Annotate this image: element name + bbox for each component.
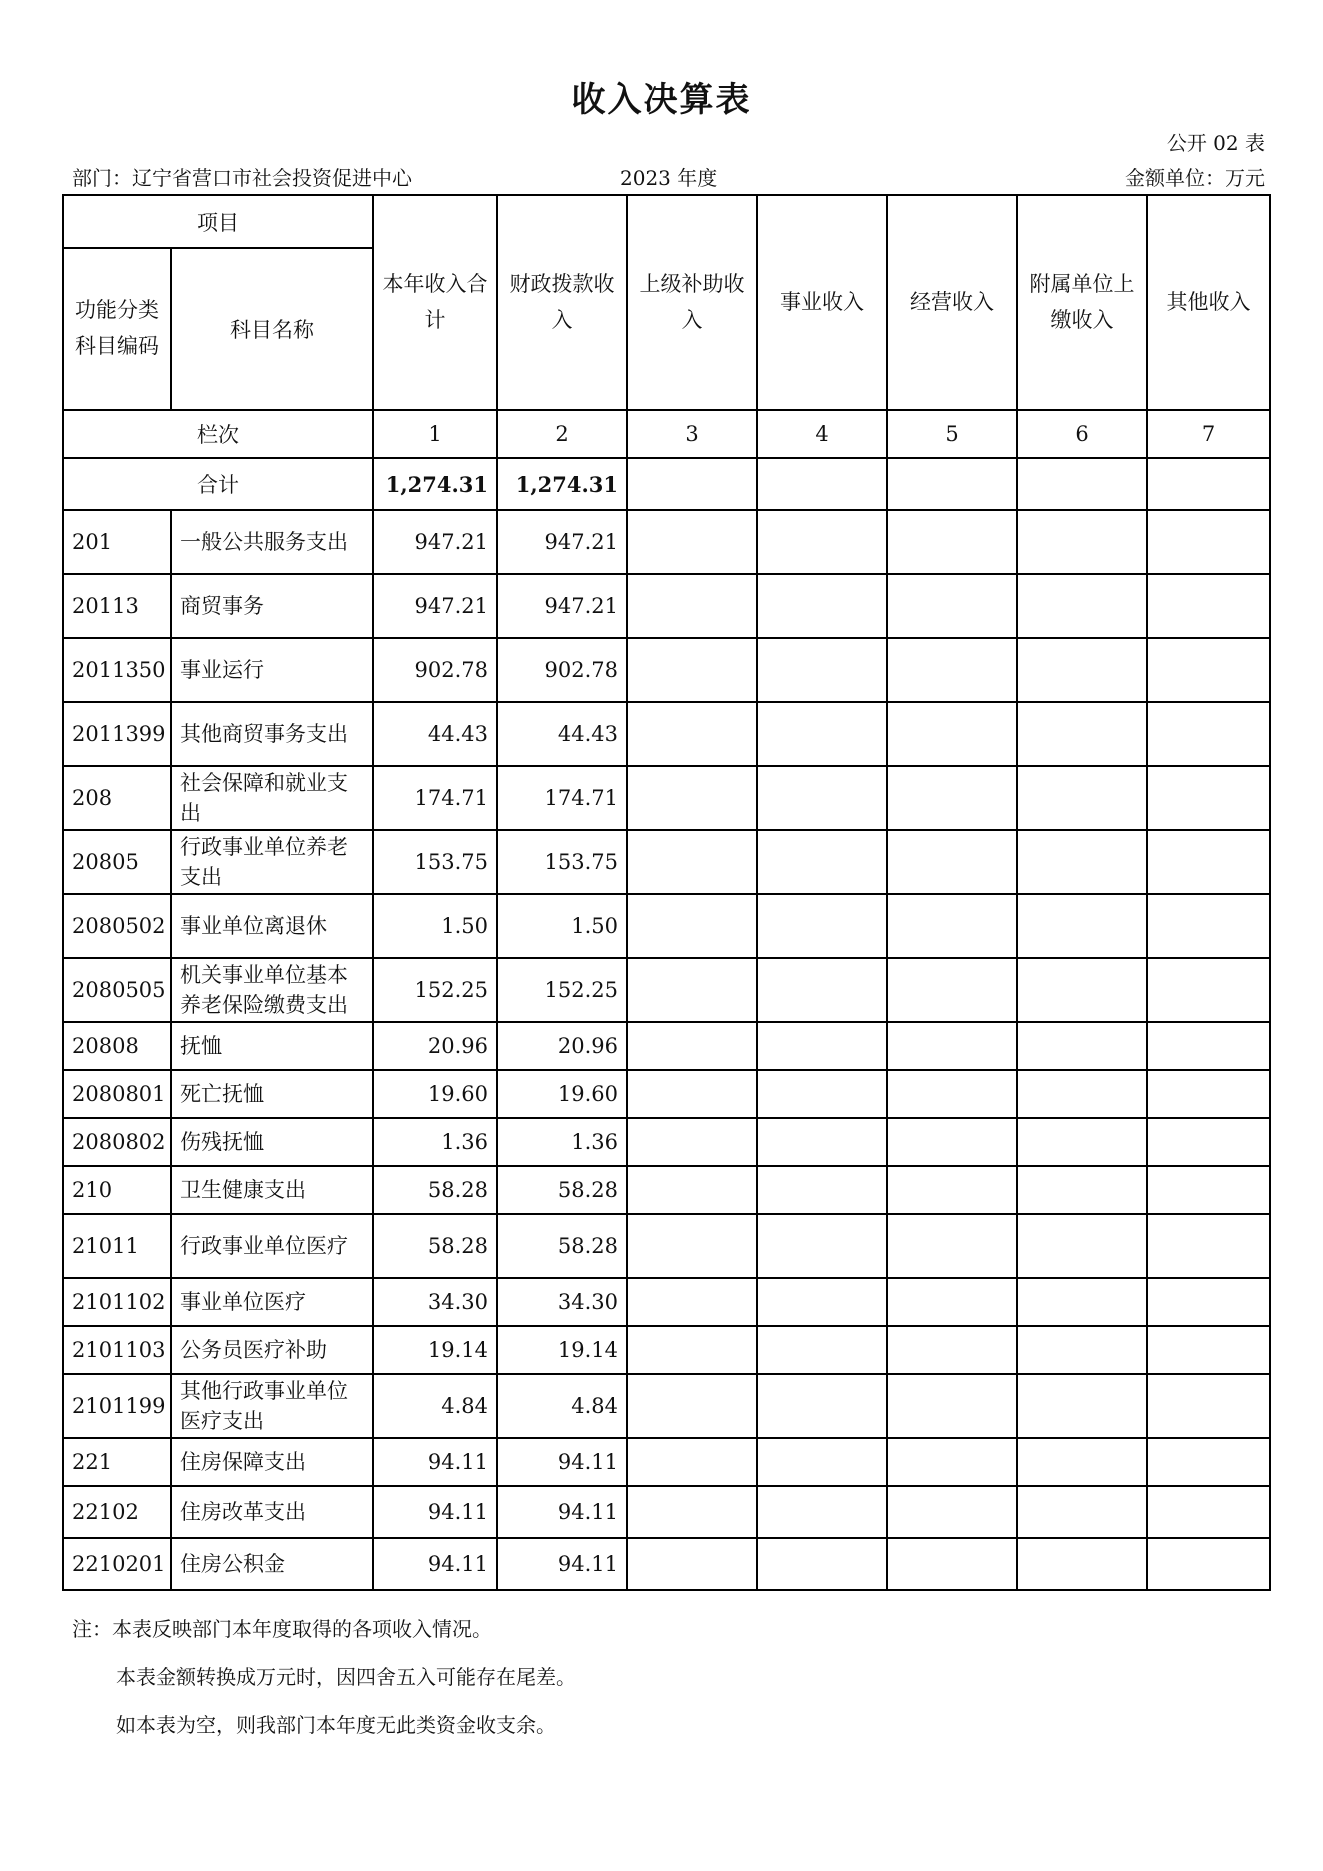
department-label: 部门：辽宁省营口市社会投资促进中心 (72, 166, 412, 190)
empty-cell (757, 1486, 887, 1538)
code-cell: 20113 (63, 574, 171, 638)
subject-name-cell: 其他商贸事务支出 (171, 702, 373, 766)
empty-cell (757, 574, 887, 638)
empty-cell (1147, 830, 1270, 894)
table-row (63, 574, 1270, 638)
code-cell: 2080802 (63, 1118, 171, 1166)
empty-cell (1147, 574, 1270, 638)
empty-cell (1147, 1326, 1270, 1374)
empty-cell (757, 510, 887, 574)
empty-cell (887, 1438, 1017, 1486)
total-amount: 1,274.31 (373, 458, 497, 510)
note-line: 如本表为空，则我部门本年度无此类资金收支余。 (116, 1713, 556, 1737)
empty-cell (757, 894, 887, 958)
form-number: 公开 02 表 (1166, 131, 1265, 155)
empty-cell (757, 1278, 887, 1326)
subject-name-cell: 事业单位医疗 (171, 1278, 373, 1326)
table-row (63, 1214, 1270, 1278)
fiscal-amount-cell: 1.36 (497, 1118, 627, 1166)
fiscal-amount-cell: 902.78 (497, 638, 627, 702)
fiscal-amount-cell: 94.11 (497, 1486, 627, 1538)
empty-cell (627, 1326, 757, 1374)
empty-cell (627, 1374, 757, 1438)
empty-cell (627, 766, 757, 830)
fiscal-amount-cell: 947.21 (497, 510, 627, 574)
empty-cell (1017, 1118, 1147, 1166)
report-title: 收入决算表 (571, 80, 752, 120)
total-amount-cell: 58.28 (373, 1214, 497, 1278)
total-amount-cell: 152.25 (373, 958, 497, 1022)
empty-cell (627, 1118, 757, 1166)
total-amount-cell: 4.84 (373, 1374, 497, 1438)
table-row (63, 894, 1270, 958)
code-cell: 210 (63, 1166, 171, 1214)
empty-cell (757, 1326, 887, 1374)
empty-cell (1017, 1326, 1147, 1374)
empty-cell (757, 830, 887, 894)
table-row (63, 1278, 1270, 1326)
code-cell: 2080801 (63, 1070, 171, 1118)
empty-cell (627, 1070, 757, 1118)
empty-cell (1147, 766, 1270, 830)
empty-cell (757, 638, 887, 702)
column-index-6: 6 (1017, 410, 1147, 458)
total-amount-cell: 1.50 (373, 894, 497, 958)
code-cell: 2101102 (63, 1278, 171, 1326)
empty-cell (627, 830, 757, 894)
empty-cell (757, 1166, 887, 1214)
empty-cell (1017, 1538, 1147, 1590)
fiscal-amount-cell: 19.60 (497, 1070, 627, 1118)
header-subject-name: 科目名称 (171, 248, 373, 410)
subject-name-cell: 卫生健康支出 (171, 1166, 373, 1214)
empty-cell (1017, 894, 1147, 958)
empty-cell (757, 1374, 887, 1438)
subject-name-cell: 商贸事务 (171, 574, 373, 638)
subject-name-cell: 行政事业单位养老支出 (171, 830, 373, 894)
subject-name-cell: 事业单位离退休 (171, 894, 373, 958)
total-amount-cell: 1.36 (373, 1118, 497, 1166)
empty-cell (1147, 1538, 1270, 1590)
empty-cell (627, 510, 757, 574)
column-index-label: 栏次 (63, 410, 373, 458)
header-business: 事业收入 (757, 195, 887, 410)
fiscal-amount-cell: 1.50 (497, 894, 627, 958)
empty-cell (887, 958, 1017, 1022)
total-amount-cell: 94.11 (373, 1486, 497, 1538)
empty-cell (1017, 510, 1147, 574)
empty-cell (1147, 1166, 1270, 1214)
empty-cell (627, 958, 757, 1022)
empty-cell (1017, 1438, 1147, 1486)
fiscal-amount-cell: 94.11 (497, 1538, 627, 1590)
total-amount-cell: 94.11 (373, 1538, 497, 1590)
empty-cell (1017, 1166, 1147, 1214)
column-index-1: 1 (373, 410, 497, 458)
code-cell: 2210201 (63, 1538, 171, 1590)
fiscal-amount-cell: 174.71 (497, 766, 627, 830)
subject-name-cell: 公务员医疗补助 (171, 1326, 373, 1374)
empty-cell (887, 766, 1017, 830)
fiscal-amount-cell: 4.84 (497, 1374, 627, 1438)
total-amount-cell: 94.11 (373, 1438, 497, 1486)
code-cell: 2101199 (63, 1374, 171, 1438)
code-cell: 2080505 (63, 958, 171, 1022)
table-row (63, 1538, 1270, 1590)
total-amount-cell: 19.14 (373, 1326, 497, 1374)
subject-name-cell: 住房改革支出 (171, 1486, 373, 1538)
empty-cell (1147, 1278, 1270, 1326)
empty-cell (1017, 830, 1147, 894)
code-cell: 2011399 (63, 702, 171, 766)
code-cell: 2011350 (63, 638, 171, 702)
empty-cell (1147, 1438, 1270, 1486)
empty-cell (887, 1070, 1017, 1118)
table-row (63, 510, 1270, 574)
table-row (63, 958, 1270, 1022)
empty-cell (627, 574, 757, 638)
fiscal-amount-cell: 20.96 (497, 1022, 627, 1070)
table-row (63, 1070, 1270, 1118)
header-superior: 上级补助收入 (627, 195, 757, 410)
total-amount-cell: 947.21 (373, 510, 497, 574)
total-amount-cell: 44.43 (373, 702, 497, 766)
header-total: 本年收入合计 (373, 195, 497, 410)
empty-cell (887, 1022, 1017, 1070)
empty-cell (757, 1070, 887, 1118)
total-amount-cell: 902.78 (373, 638, 497, 702)
empty-cell (1017, 1070, 1147, 1118)
table-row (63, 702, 1270, 766)
empty-cell (1147, 894, 1270, 958)
code-cell: 21011 (63, 1214, 171, 1278)
subject-name-cell: 一般公共服务支出 (171, 510, 373, 574)
total-amount-cell: 19.60 (373, 1070, 497, 1118)
subject-name-cell: 机关事业单位基本养老保险缴费支出 (171, 958, 373, 1022)
subject-name-cell: 事业运行 (171, 638, 373, 702)
note-line: 本表金额转换成万元时，因四舍五入可能存在尾差。 (116, 1665, 576, 1689)
empty-cell (627, 1438, 757, 1486)
empty-cell (1147, 1070, 1270, 1118)
empty-cell (887, 894, 1017, 958)
empty-cell (887, 1326, 1017, 1374)
subject-name-cell: 住房保障支出 (171, 1438, 373, 1486)
column-index-7: 7 (1147, 410, 1270, 458)
total-label: 合计 (63, 458, 373, 510)
subject-name-cell: 抚恤 (171, 1022, 373, 1070)
column-index-3: 3 (627, 410, 757, 458)
empty-cell (1147, 958, 1270, 1022)
empty-cell (627, 1022, 757, 1070)
empty-cell (1147, 510, 1270, 574)
empty-cell (757, 1214, 887, 1278)
empty-cell (1017, 958, 1147, 1022)
subject-name-cell: 其他行政事业单位医疗支出 (171, 1374, 373, 1438)
note-line: 注：本表反映部门本年度取得的各项收入情况。 (72, 1617, 492, 1641)
empty-cell (887, 702, 1017, 766)
empty-cell (887, 1118, 1017, 1166)
column-index-2: 2 (497, 410, 627, 458)
empty-cell (1017, 574, 1147, 638)
table-row (63, 1438, 1270, 1486)
code-cell: 22102 (63, 1486, 171, 1538)
total-amount-cell: 20.96 (373, 1022, 497, 1070)
column-index-4: 4 (757, 410, 887, 458)
total-amount-cell: 153.75 (373, 830, 497, 894)
subject-name-cell: 死亡抚恤 (171, 1070, 373, 1118)
header-other: 其他收入 (1147, 195, 1270, 410)
empty-cell (1147, 638, 1270, 702)
table-row (63, 1022, 1270, 1070)
empty-cell (757, 1438, 887, 1486)
fiscal-amount-cell: 153.75 (497, 830, 627, 894)
empty-cell (627, 1486, 757, 1538)
code-cell: 2080502 (63, 894, 171, 958)
fiscal-amount-cell: 58.28 (497, 1166, 627, 1214)
table-row (63, 1374, 1270, 1438)
empty-cell (757, 766, 887, 830)
table-row (63, 1118, 1270, 1166)
empty-cell (627, 1166, 757, 1214)
empty-cell (1147, 1486, 1270, 1538)
empty-cell (627, 1278, 757, 1326)
empty-cell (887, 1486, 1017, 1538)
code-cell: 2101103 (63, 1326, 171, 1374)
code-cell: 201 (63, 510, 171, 574)
empty-cell (627, 638, 757, 702)
code-cell: 221 (63, 1438, 171, 1486)
header-item: 项目 (63, 195, 373, 248)
header-func-code: 功能分类科目编码 (63, 248, 171, 410)
empty-cell (1147, 1118, 1270, 1166)
empty-cell (887, 510, 1017, 574)
table-row (63, 1166, 1270, 1214)
column-index-5: 5 (887, 410, 1017, 458)
empty-cell (1017, 1278, 1147, 1326)
empty-cell (627, 1214, 757, 1278)
empty-cell (1147, 702, 1270, 766)
code-cell: 20808 (63, 1022, 171, 1070)
notes (72, 1605, 576, 1749)
subject-name-cell: 伤残抚恤 (171, 1118, 373, 1166)
subject-name-cell: 社会保障和就业支出 (171, 766, 373, 830)
empty-cell (1017, 1374, 1147, 1438)
empty-cell (627, 894, 757, 958)
total-amount-cell: 947.21 (373, 574, 497, 638)
empty-cell (757, 702, 887, 766)
total-amount-cell: 58.28 (373, 1166, 497, 1214)
empty-cell (887, 638, 1017, 702)
total-fiscal: 1,274.31 (497, 458, 627, 510)
fiscal-amount-cell: 34.30 (497, 1278, 627, 1326)
empty-cell (627, 1538, 757, 1590)
empty-cell (887, 1214, 1017, 1278)
header-operating: 经营收入 (887, 195, 1017, 410)
header-fiscal: 财政拨款收入 (497, 195, 627, 410)
empty-cell (1017, 1214, 1147, 1278)
table-row (63, 1326, 1270, 1374)
empty-cell (887, 1374, 1017, 1438)
empty-cell (627, 702, 757, 766)
empty-cell (757, 1022, 887, 1070)
empty-cell (887, 1538, 1017, 1590)
fiscal-amount-cell: 44.43 (497, 702, 627, 766)
subject-name-cell: 住房公积金 (171, 1538, 373, 1590)
empty-cell (887, 830, 1017, 894)
empty-cell (887, 1166, 1017, 1214)
empty-cell (757, 1118, 887, 1166)
empty-cell (1017, 766, 1147, 830)
empty-cell (1017, 1022, 1147, 1070)
empty-cell (1147, 1214, 1270, 1278)
fiscal-amount-cell: 94.11 (497, 1438, 627, 1486)
empty-cell (1147, 1022, 1270, 1070)
fiscal-amount-cell: 19.14 (497, 1326, 627, 1374)
income-table (62, 194, 1271, 1591)
header-affiliated: 附属单位上缴收入 (1017, 195, 1147, 410)
fiscal-year: 2023 年度 (620, 166, 718, 190)
table-row (63, 766, 1270, 830)
subject-name-cell: 行政事业单位医疗 (171, 1214, 373, 1278)
table-row (63, 638, 1270, 702)
empty-cell (1147, 1374, 1270, 1438)
amount-unit: 金额单位：万元 (1125, 166, 1265, 190)
code-cell: 20805 (63, 830, 171, 894)
empty-cell (887, 1278, 1017, 1326)
empty-cell (1017, 1486, 1147, 1538)
empty-cell (757, 958, 887, 1022)
fiscal-amount-cell: 947.21 (497, 574, 627, 638)
table-row (63, 1486, 1270, 1538)
total-amount-cell: 174.71 (373, 766, 497, 830)
table-row (63, 830, 1270, 894)
empty-cell (757, 1538, 887, 1590)
empty-cell (887, 574, 1017, 638)
total-amount-cell: 34.30 (373, 1278, 497, 1326)
empty-cell (1017, 638, 1147, 702)
code-cell: 208 (63, 766, 171, 830)
empty-cell (1017, 702, 1147, 766)
fiscal-amount-cell: 58.28 (497, 1214, 627, 1278)
fiscal-amount-cell: 152.25 (497, 958, 627, 1022)
